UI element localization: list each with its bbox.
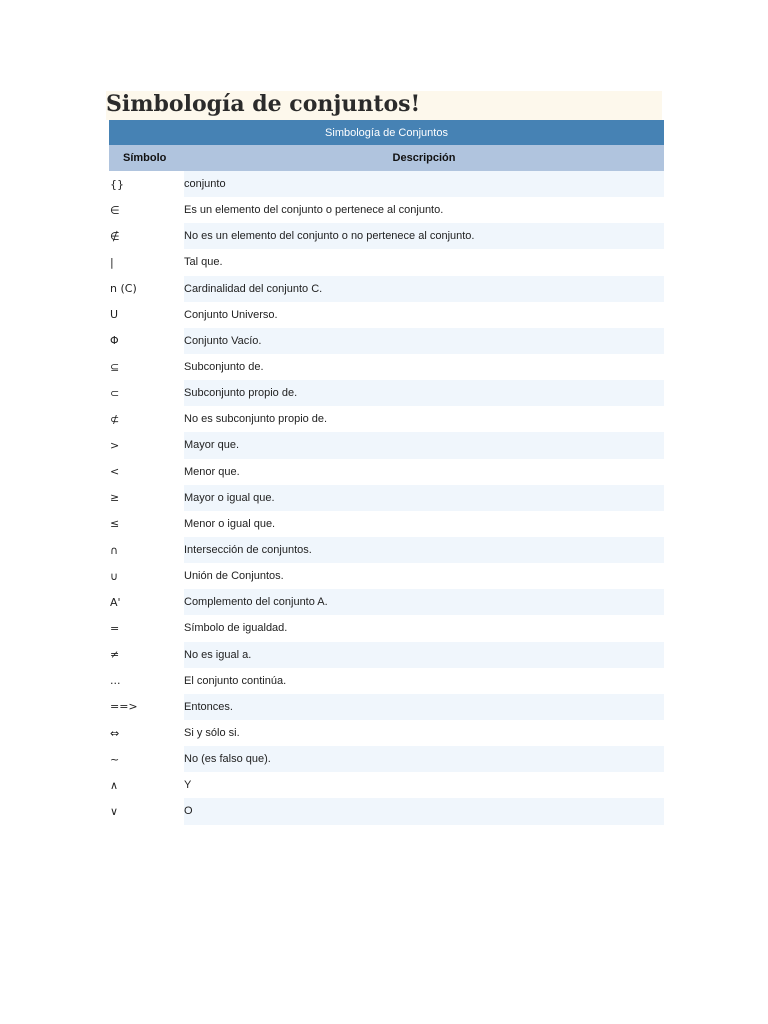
- column-header-symbol: Símbolo: [109, 145, 184, 171]
- description-cell: Unión de Conjuntos.: [184, 570, 284, 583]
- table-row: [109, 668, 664, 694]
- symbol-cell: ∩: [109, 537, 184, 563]
- description-cell: Subconjunto propio de.: [184, 380, 664, 406]
- symbol-cell: ≤: [110, 517, 120, 531]
- symbol-cell: ~: [109, 746, 184, 772]
- description-cell: No es subconjunto propio de.: [184, 413, 328, 426]
- table-row: [109, 642, 664, 668]
- table-caption: Simbología de Conjuntos: [109, 120, 664, 145]
- table-row: [109, 772, 664, 798]
- table-row: [109, 406, 664, 432]
- table-row: [109, 380, 664, 406]
- description-cell: Conjunto Vacío.: [184, 328, 664, 354]
- description-cell: No es un elemento del conjunto o no pertenece al conjunto.: [184, 223, 664, 249]
- table-row: [109, 197, 664, 223]
- description-cell: Símbolo de igualdad.: [184, 622, 288, 635]
- description-cell: Menor o igual que.: [184, 517, 276, 530]
- table-row: [109, 720, 664, 746]
- symbol-cell: Φ: [109, 328, 184, 354]
- table-row: [109, 589, 664, 615]
- table-row: [109, 798, 664, 824]
- table-row: [109, 328, 664, 354]
- table-caption-row: [109, 120, 664, 145]
- symbol-cell: ⊄: [110, 412, 120, 426]
- column-header-description: Descripción: [184, 145, 664, 171]
- table-row: [109, 432, 664, 458]
- description-cell: Subconjunto de.: [184, 361, 264, 374]
- table-row: [109, 694, 664, 720]
- table-header-row: [109, 145, 664, 171]
- table-row: [109, 223, 664, 249]
- symbol-cell: ==>: [109, 694, 184, 720]
- table-row: [109, 459, 664, 485]
- table-row: [109, 563, 664, 589]
- symbol-cell: =: [110, 621, 120, 635]
- description-cell: Mayor que.: [184, 432, 664, 458]
- description-cell: No es igual a.: [184, 642, 664, 668]
- table-row: [109, 746, 664, 772]
- symbol-cell: A': [109, 589, 184, 615]
- description-cell: Intersección de conjuntos.: [184, 537, 664, 563]
- table-row: [109, 171, 664, 197]
- table-body: [109, 171, 664, 825]
- description-cell: O: [184, 798, 664, 824]
- symbol-cell: ∈: [110, 203, 120, 217]
- description-cell: Tal que.: [184, 256, 223, 269]
- table-row: [109, 485, 664, 511]
- table-row: [109, 302, 664, 328]
- description-cell: Y: [184, 779, 192, 792]
- symbol-cell: <: [110, 465, 120, 479]
- table-row: [109, 276, 664, 302]
- symbol-cell: {}: [109, 171, 184, 197]
- description-cell: Cardinalidad del conjunto C.: [184, 276, 664, 302]
- description-cell: Menor que.: [184, 465, 240, 478]
- description-cell: Entonces.: [184, 694, 664, 720]
- table-row: [109, 615, 664, 641]
- symbol-cell: ∉: [109, 223, 184, 249]
- symbol-cell: ∨: [109, 798, 184, 824]
- symbol-cell: ≥: [109, 485, 184, 511]
- symbol-cell: ⊆: [110, 360, 120, 374]
- symbol-cell: U: [110, 308, 119, 322]
- description-cell: Mayor o igual que.: [184, 485, 664, 511]
- table-row: [109, 537, 664, 563]
- table-row: [109, 249, 664, 275]
- symbol-cell: ∧: [110, 778, 119, 792]
- symbol-cell: ⊂: [109, 380, 184, 406]
- symbol-cell: ∪: [110, 569, 119, 583]
- title-banner: [106, 91, 662, 120]
- description-cell: No (es falso que).: [184, 746, 664, 772]
- description-cell: Si y sólo si.: [184, 727, 240, 740]
- symbol-cell: >: [109, 432, 184, 458]
- symbol-cell: ≠: [109, 642, 184, 668]
- description-cell: Conjunto Universo.: [184, 308, 278, 321]
- symbol-cell: |: [110, 255, 114, 269]
- description-cell: Complemento del conjunto A.: [184, 589, 664, 615]
- description-cell: El conjunto continúa.: [184, 674, 287, 687]
- table-row: [109, 511, 664, 537]
- page-title: Simbología de conjuntos!: [106, 91, 421, 117]
- symbols-table: [109, 120, 664, 825]
- description-cell: conjunto: [184, 171, 664, 197]
- description-cell: Es un elemento del conjunto o pertenece al conjunto.: [184, 204, 444, 217]
- table-row: [109, 354, 664, 380]
- symbol-cell: n (C): [109, 276, 184, 302]
- symbol-cell: ...: [110, 674, 121, 688]
- symbol-cell: ⇔: [110, 726, 120, 740]
